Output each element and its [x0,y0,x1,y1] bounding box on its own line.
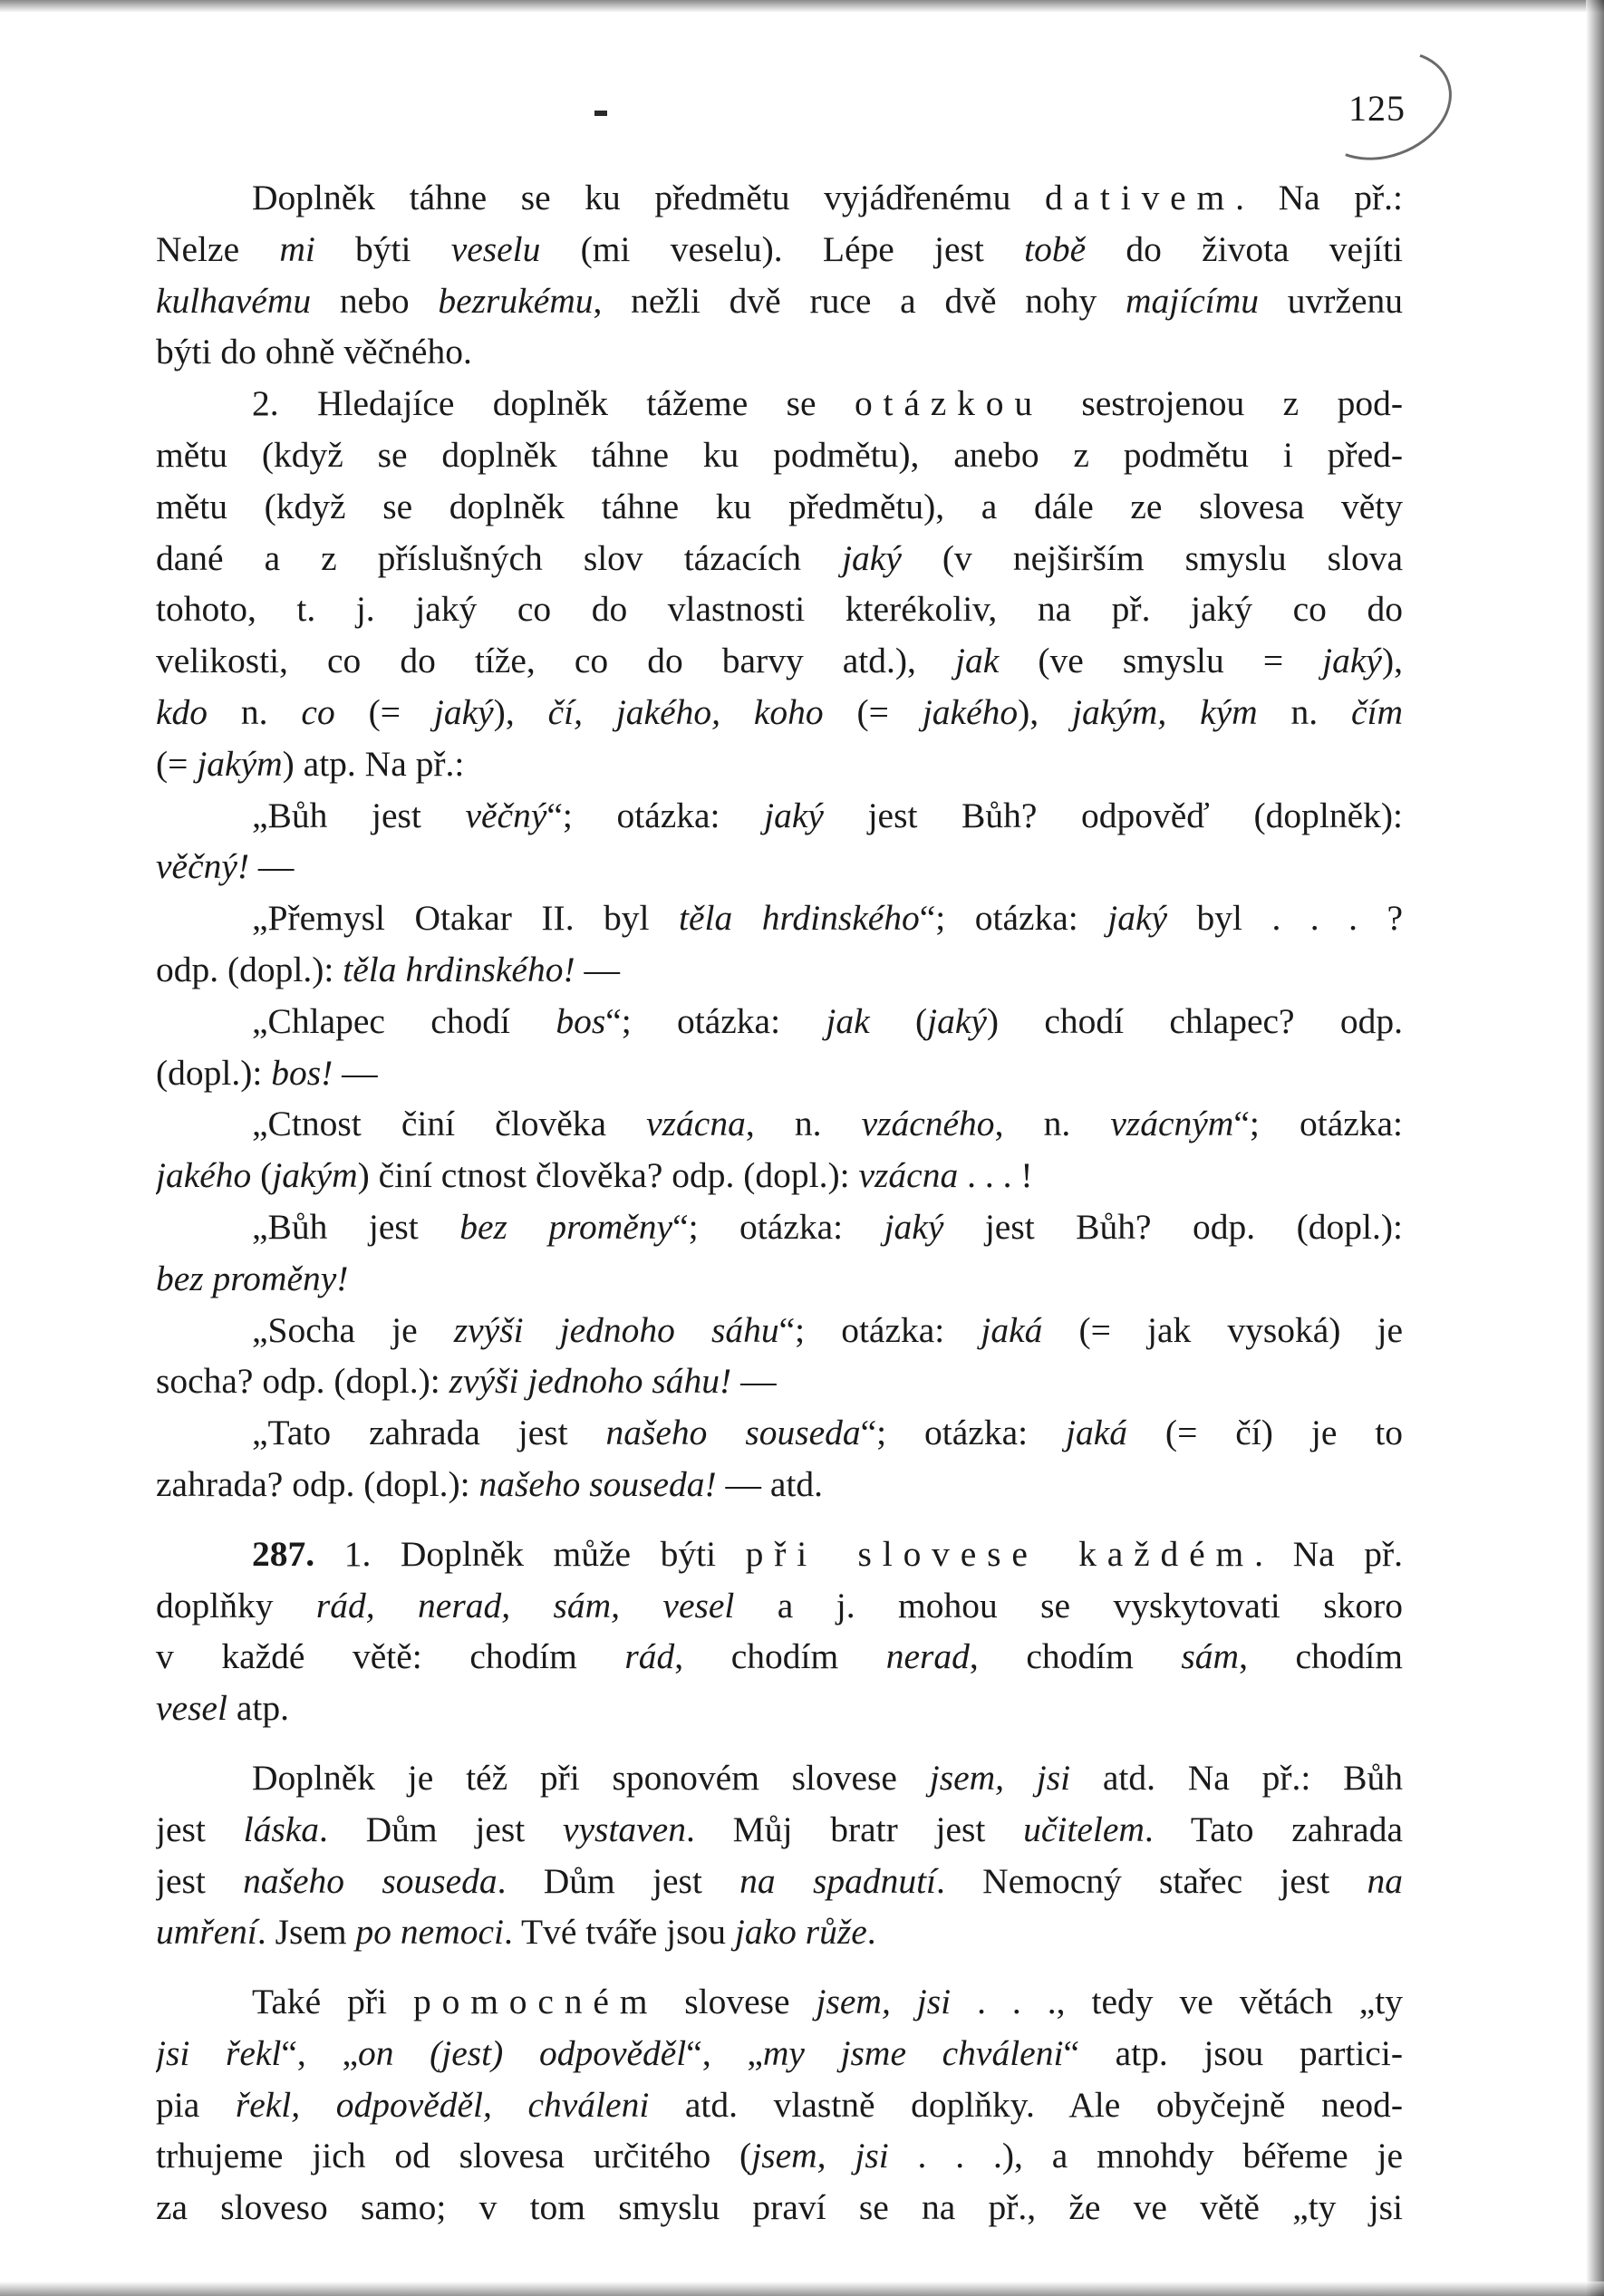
text-line: mětu (když se doplněk táhne ku podmětu), anebo z podmětu i před- [156,434,1403,475]
text-line: mětu (když se doplněk táhne ku předmětu), a dále ze slovesa věty [156,486,1403,526]
text-line: doplňky rád, nerad, sám, vesel a j. mohou se vyskytovati skoro [156,1585,1403,1626]
text-line: Nelze mi býti veselu (mi veselu). Lépe jest tobě do života vejíti [156,228,1403,269]
text-line: býti do ohně věčného. [156,332,472,372]
text-line: trhujeme jich od slovesa určitého (jsem, jsi . . .), a mnohdy béřeme je [156,2136,1403,2176]
text-line: 2. Hledajíce doplněk tážeme se otázkou sestrojenou z pod- [252,383,1403,424]
scan-edge-bottom [0,2282,1604,2296]
section-heading-line: 287. 1. Doplněk může býti při slovese každém. Na př. [252,1533,1403,1574]
text-line: Doplněk je též při sponovém slovese jsem, jsi atd. Na př.: Bůh [252,1757,1403,1798]
body-text [156,172,1403,2233]
text-line: vesel atp. [156,1688,289,1729]
text-line: „Socha je zvýši jednoho sáhu“; otázka: jaká (= jak vysoká) je [252,1309,1403,1350]
text-line: Také při pomocném slovese jsem, jsi . . ., tedy ve větách „ty [252,1982,1403,2022]
text-line: věčný! — [156,846,295,887]
text-line: „Bůh jest věčný“; otázka: jaký jest Bůh? odpověď (doplněk): [252,795,1403,835]
text-line: „Ctnost činí člověka vzácna, n. vzácného, n. vzácným“; otázka: [252,1104,1403,1144]
section-number: 287. [252,1533,315,1574]
text-line: „Tato zahrada jest našeho souseda“; otázka: jaká (= čí) je to [252,1413,1403,1453]
scan-edge-top [0,0,1604,13]
text-line: v každé větě: chodím rád, chodím nerad, chodím sám, chodím [156,1636,1403,1677]
text-line: jsi řekl“, „on (jest) odpověděl“, „my jsme chváleni“ atp. jsou partici- [156,2032,1403,2073]
text-line: (dopl.): bos! — [156,1052,378,1093]
scan-edge-right [1586,0,1604,2296]
text-line: pia řekl, odpověděl, chváleni atd. vlastně doplňky. Ale obyčejně neod- [156,2084,1403,2125]
text-line: odp. (dopl.): těla hrdinského! — [156,949,620,989]
text-line: tohoto, t. j. jaký co do vlastnosti kterékoliv, na př. jaký co do [156,589,1403,630]
text-line: velikosti, co do tíže, co do barvy atd.), jak (ve smyslu = jaký), [156,641,1403,681]
text-line: kulhavému nebo bezrukému, nežli dvě ruce a dvě nohy majícímu uvrženu [156,280,1403,321]
text-line: zahrada? odp. (dopl.): našeho souseda! — atd. [156,1463,824,1504]
page-number: 125 [1348,88,1406,129]
stray-mark [594,111,607,116]
text-line: dané a z příslušných slov tázacích jaký (v nejširším smyslu slova [156,537,1403,578]
text-line: umření. Jsem po nemoci. Tvé tváře jsou jako růže. [156,1912,876,1953]
text-line: za sloveso samo; v tom smyslu praví se na př., že ve větě „ty jsi [156,2187,1403,2228]
text-line: jakého (jakým) činí ctnost člověka? odp. (dopl.): vzácna . . . ! [156,1155,1033,1196]
text-line: bez proměny! [156,1258,349,1298]
text-line: (= jakým) atp. Na př.: [156,743,465,784]
text-line: „Chlapec chodí bos“; otázka: jak (jaký) chodí chlapec? odp. [252,1000,1403,1041]
text-line: jest láska. Dům jest vystaven. Můj bratr jest učitelem. Tato zahrada [156,1809,1403,1849]
text-line: „Přemysl Otakar II. byl těla hrdinského“; otázka: jaký byl . . . ? [252,898,1403,939]
text-line: „Bůh jest bez proměny“; otázka: jaký jest Bůh? odp. (dopl.): [252,1206,1403,1247]
text-line: Doplněk táhne se ku předmětu vyjádřenému dativem. Na př.: [252,178,1403,217]
text-line: socha? odp. (dopl.): zvýši jednoho sáhu! — [156,1361,777,1402]
text-line: jest našeho souseda. Dům jest na spadnutí. Nemocný stařec jest na [156,1860,1403,1901]
text-line: kdo n. co (= jaký), čí, jakého, koho (= jakého), jakým, kým n. čím [156,691,1403,732]
